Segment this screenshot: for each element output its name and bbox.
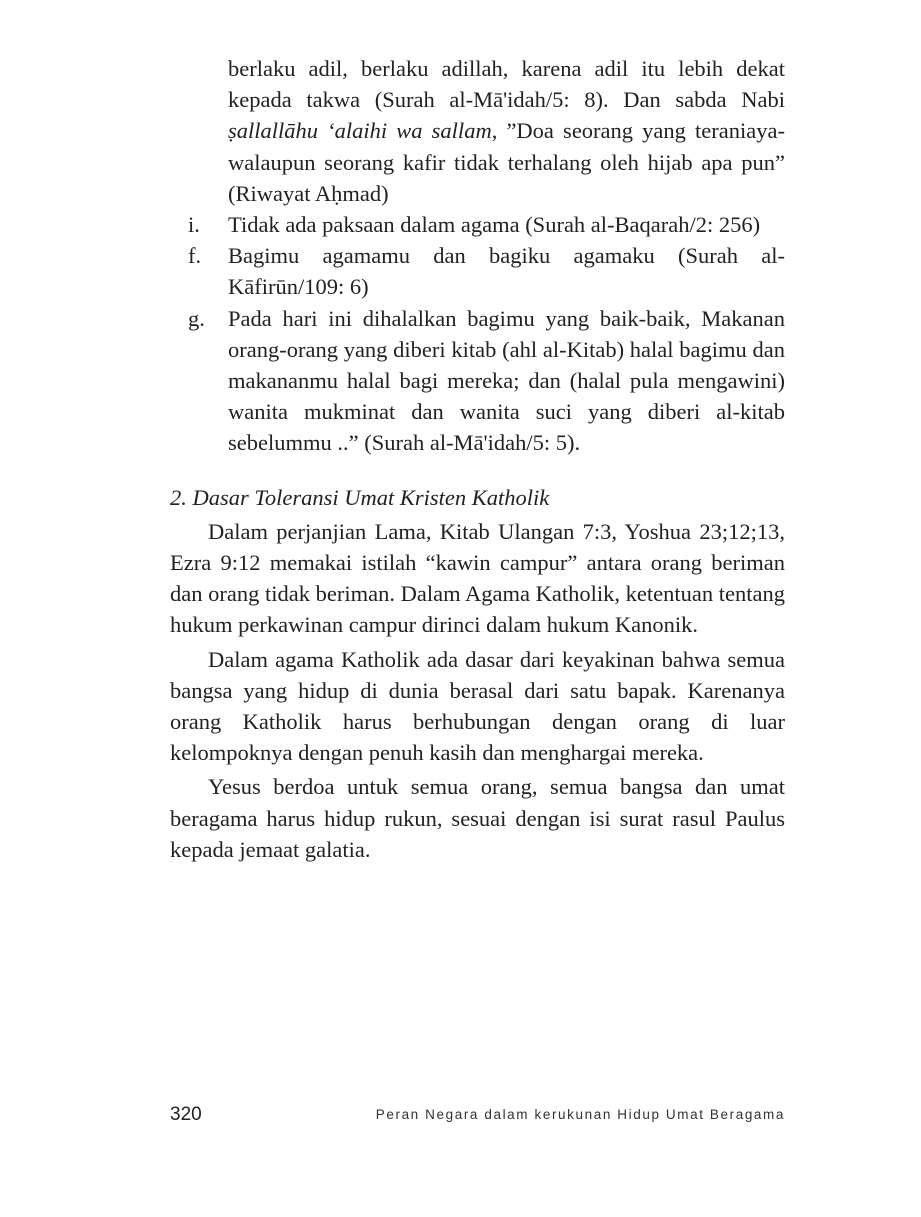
- body-paragraph: Yesus berdoa untuk semua orang, semua bangsa dan umat beragama harus hidup rukun, sesuai dengan isi surat rasul Paulus kepada jemaat galatia.: [170, 774, 785, 862]
- list-marker: g.: [188, 305, 205, 331]
- list-item-text: Tidak ada paksaan dalam agama (Surah al-Baqarah/2: 256): [228, 212, 761, 238]
- page-number: 320: [170, 1104, 202, 1125]
- list-item-f: [170, 240, 785, 302]
- page-footer: [170, 1104, 785, 1134]
- body-paragraph: Dalam perjanjian Lama, Kitab Ulangan 7:3, Yoshua 23;12;13, Ezra 9:12 memakai istilah “kawin campur” antara orang beriman dan orang tidak beriman. Dalam Agama Katholik, ketentuan tentang hukum perkawinan campur dirinci dalam hukum Kanonik.: [170, 518, 785, 638]
- list-marker: f.: [188, 243, 202, 269]
- list-item-i: [170, 209, 785, 240]
- body-text: [170, 53, 785, 865]
- list-item-g: [170, 303, 785, 459]
- section-heading: 2. Dasar Toleransi Umat Kristen Katholik: [170, 484, 550, 510]
- intro-italic-phrase: ṣallallāhu ‘alaihi wa sallam: [228, 118, 492, 144]
- running-title: Peran Negara dalam kerukunan Hidup Umat Beragama: [375, 1107, 785, 1122]
- intro-text-b: , ”Doa seorang yang teraniaya-walaupun seorang kafir tidak terhalang oleh hijab apa pun” (Riwayat Aḥmad): [228, 118, 785, 206]
- list-marker: i.: [188, 212, 200, 238]
- list-item-text: Bagimu agamamu dan bagiku agamaku (Surah al-Kāfirūn/109: 6): [228, 243, 785, 300]
- intro-paragraph: [170, 53, 785, 209]
- body-paragraph: Dalam agama Katholik ada dasar dari keyakinan bahwa semua bangsa yang hidup di dunia berasal dari satu bapak. Karenanya orang Katholik harus berhubungan dengan orang di luar kelompoknya dengan penuh kasih dan menghargai mereka.: [170, 646, 785, 766]
- intro-text-a: berlaku adil, berlaku adillah, karena adil itu lebih dekat kepada takwa (Surah al-Mā'idah/5: 8). Dan sabda Nabi: [228, 56, 785, 113]
- list-item-text: Pada hari ini dihalalkan bagimu yang baik-baik, Makanan orang-orang yang diberi kitab (ahl al-Kitab) halal bagimu dan makananmu halal bagi mereka; dan (halal pula mengawini) wanita mukminat dan wanita suci yang diberi al-kitab sebelummu ..” (Surah al-Mā'idah/5: 5).: [228, 305, 785, 456]
